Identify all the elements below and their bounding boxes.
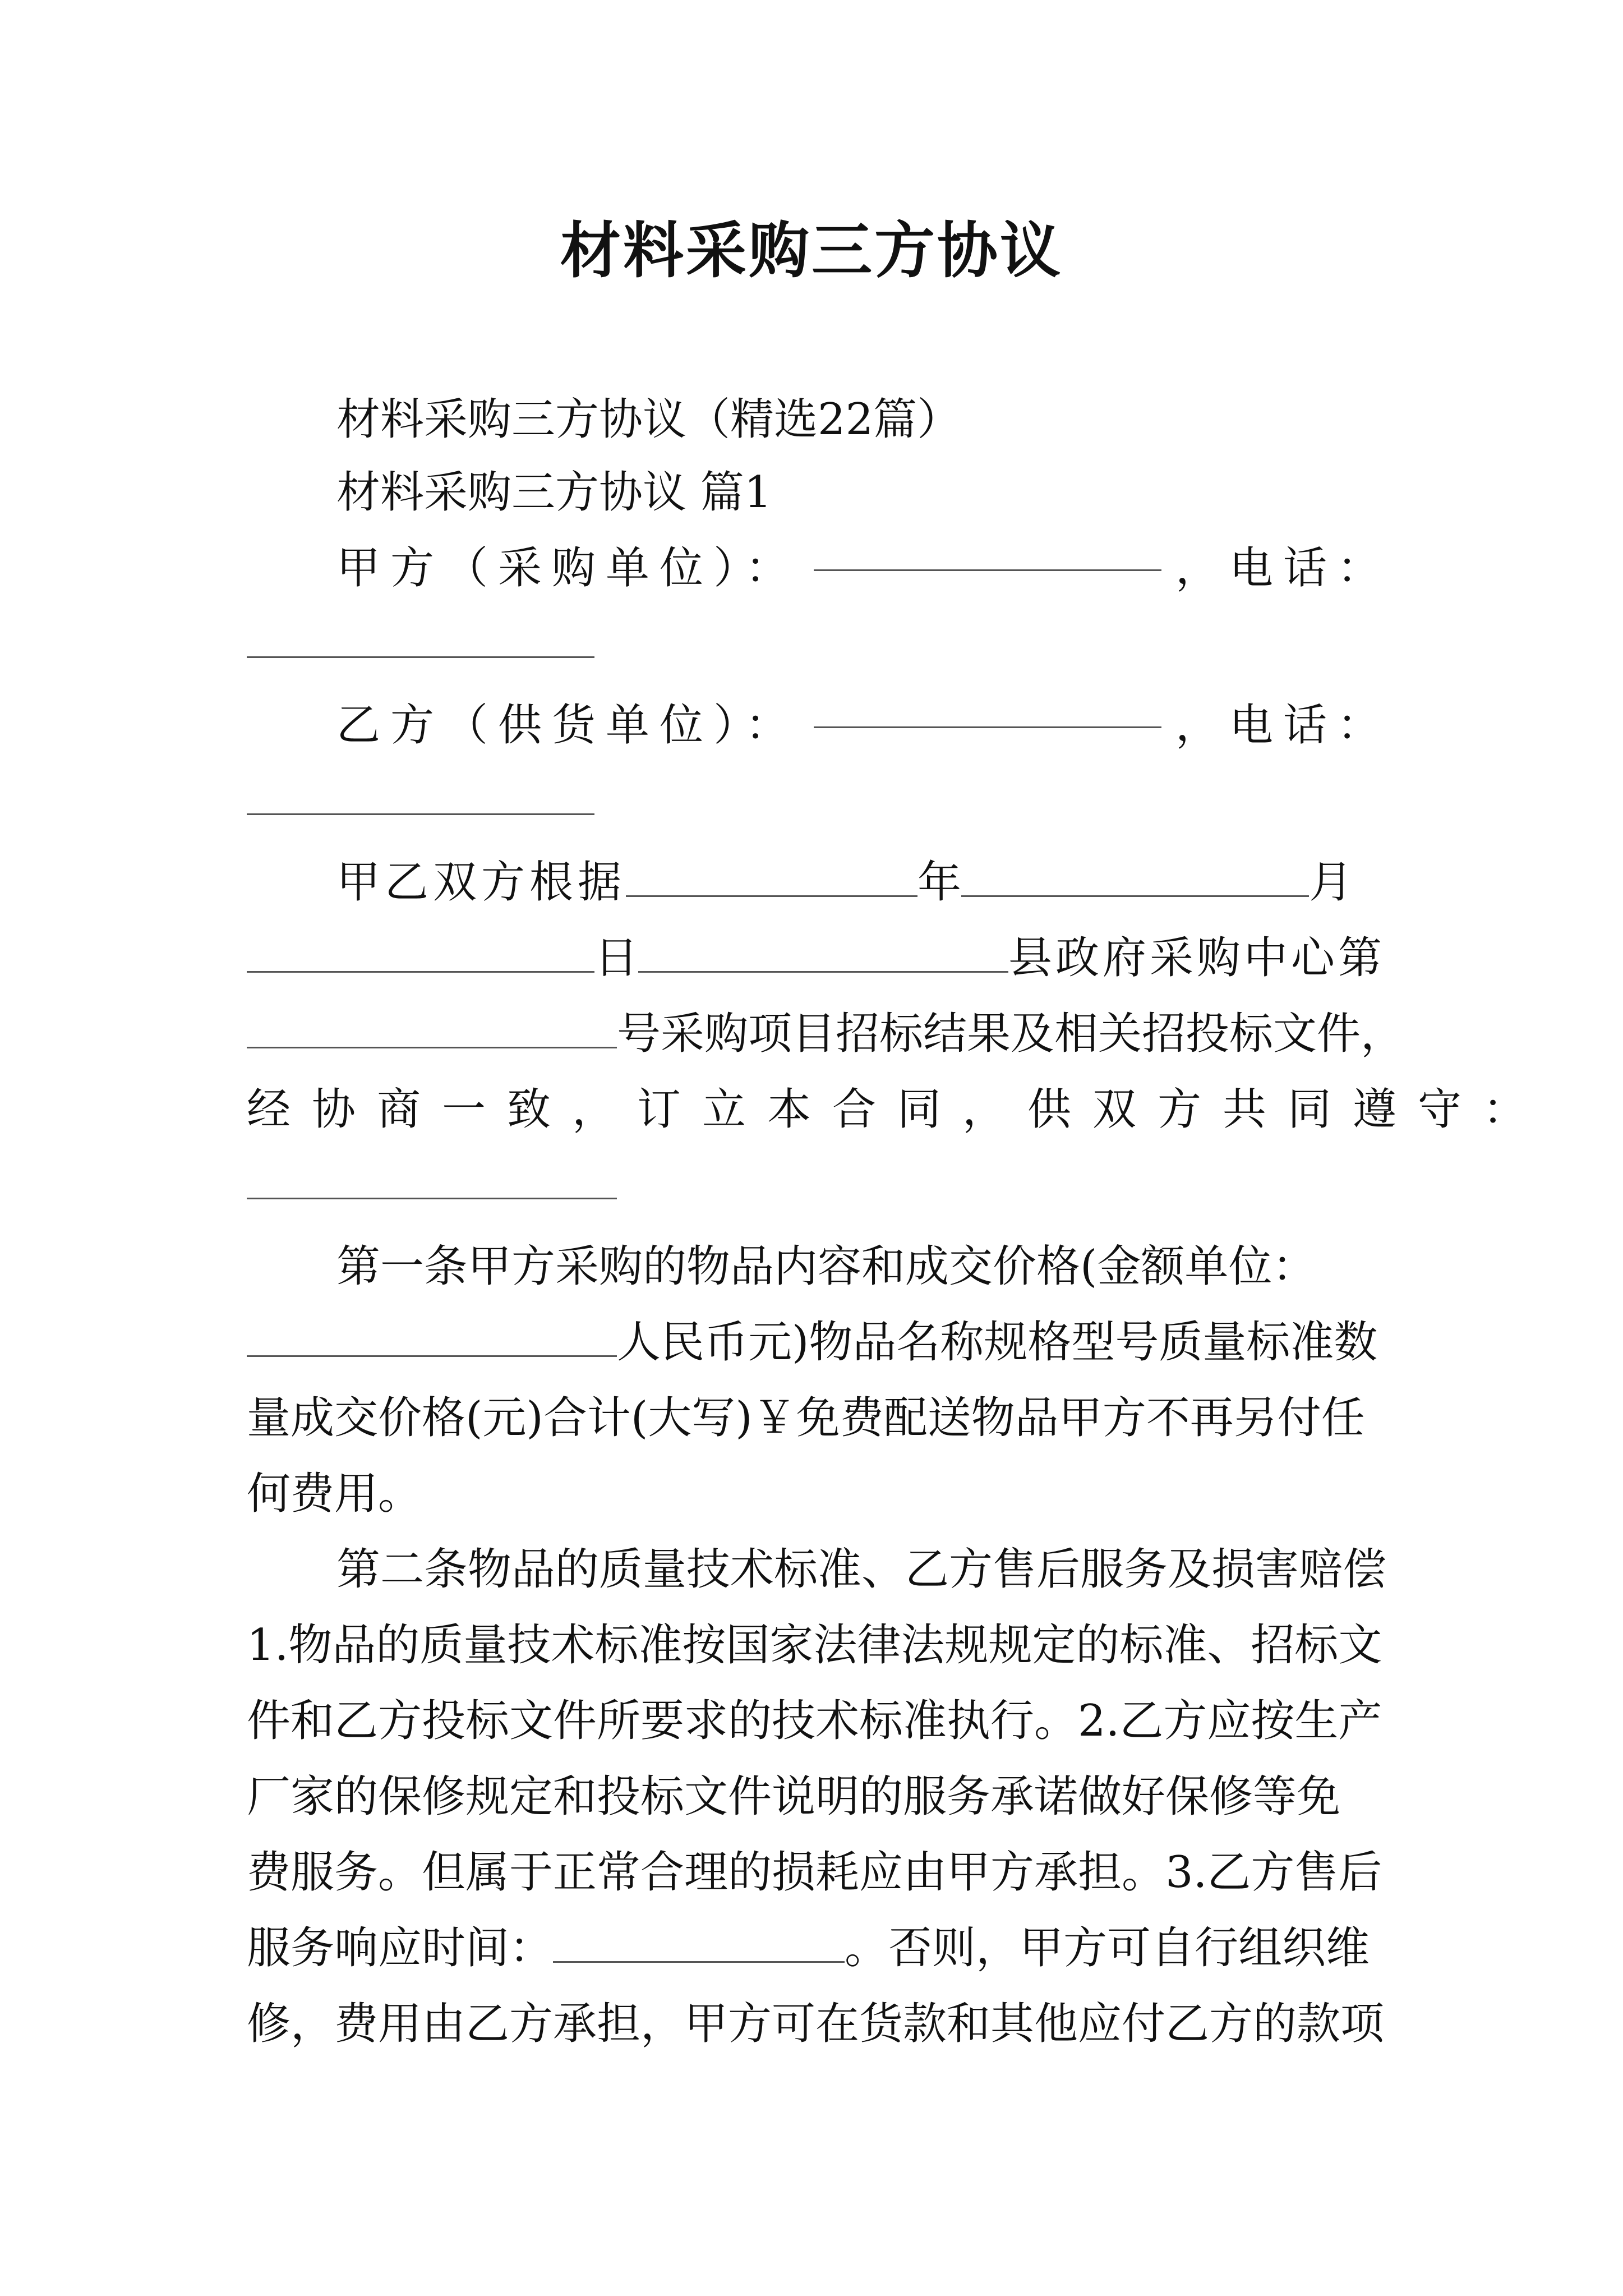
basis-end-blank bbox=[247, 1198, 617, 1199]
party-b-phone-blank bbox=[247, 813, 594, 815]
article-2-line-6: 服务响应时间： 。否则，甲方可自行组织维 bbox=[247, 1923, 1370, 1973]
party-a-name-blank bbox=[814, 530, 1161, 571]
party-b-name-blank bbox=[814, 687, 1161, 728]
article-2-line-4: 厂家的保修规定和投标文件说明的服务承诺做好保修等免 bbox=[247, 1772, 1341, 1822]
section-heading: 材料采购三方协议 篇1 bbox=[336, 467, 772, 518]
year-blank bbox=[626, 856, 917, 897]
article-2-line-5: 费服务。但属于正常合理的损耗应由甲方承担。3.乙方售后 bbox=[247, 1847, 1382, 1898]
article-1-line-4: 何费用。 bbox=[247, 1469, 422, 1519]
party-b-phone-label: ，电话： bbox=[1175, 700, 1391, 751]
party-a-phone-label: ，电话： bbox=[1175, 543, 1391, 593]
document-title: 材料采购三方协议 bbox=[560, 215, 1063, 286]
response-time-blank bbox=[553, 1922, 845, 1963]
day-prefix-blank bbox=[247, 932, 594, 973]
day-blank bbox=[638, 932, 1008, 973]
party-a-label: 甲方（采购单位）： bbox=[336, 543, 800, 593]
article-2-line-7: 修，费用由乙方承担，甲方可在货款和其他应付乙方的款项 bbox=[247, 1999, 1385, 2049]
basis-line-2: 日 县政府采购中心第 bbox=[247, 920, 1391, 996]
project-number-blank bbox=[247, 1007, 617, 1048]
party-b-label: 乙方（供货单位）： bbox=[336, 700, 800, 751]
article-1-line-1: 第一条甲方采购的物品内容和成交价格(金额单位： bbox=[336, 1241, 1316, 1292]
article-1-line-3: 量成交价格(元)合计(大写)￥免费配送物品甲方不再另付任 bbox=[247, 1393, 1365, 1443]
month-blank bbox=[961, 856, 1309, 897]
party-b-line bbox=[336, 687, 1391, 763]
article-2-line-2: 1.物品的质量技术标准按国家法律法规规定的标准、招标文 bbox=[247, 1620, 1382, 1671]
subtitle-line: 材料采购三方协议（精选22篇） bbox=[336, 394, 961, 445]
currency-unit-blank bbox=[247, 1316, 617, 1357]
article-2-line-1: 第二条物品的质量技术标准、乙方售后服务及损害赔偿 bbox=[336, 1544, 1387, 1595]
party-a-line bbox=[336, 530, 1391, 606]
article-2-line-3: 件和乙方投标文件所要求的技术标准执行。2.乙方应按生产 bbox=[247, 1696, 1382, 1746]
article-1-line-2: 人民币元)物品名称规格型号质量标准数 bbox=[247, 1304, 1391, 1381]
party-a-phone-blank bbox=[247, 656, 594, 658]
basis-line-4: 经协商一致，订立本合同，供双方共同遵守： bbox=[247, 1084, 1548, 1135]
basis-line-1: 甲乙双方根据 年 月 bbox=[336, 857, 1353, 908]
basis-line-3: 号采购项目招标结果及相关招投标文件， bbox=[247, 996, 1391, 1072]
